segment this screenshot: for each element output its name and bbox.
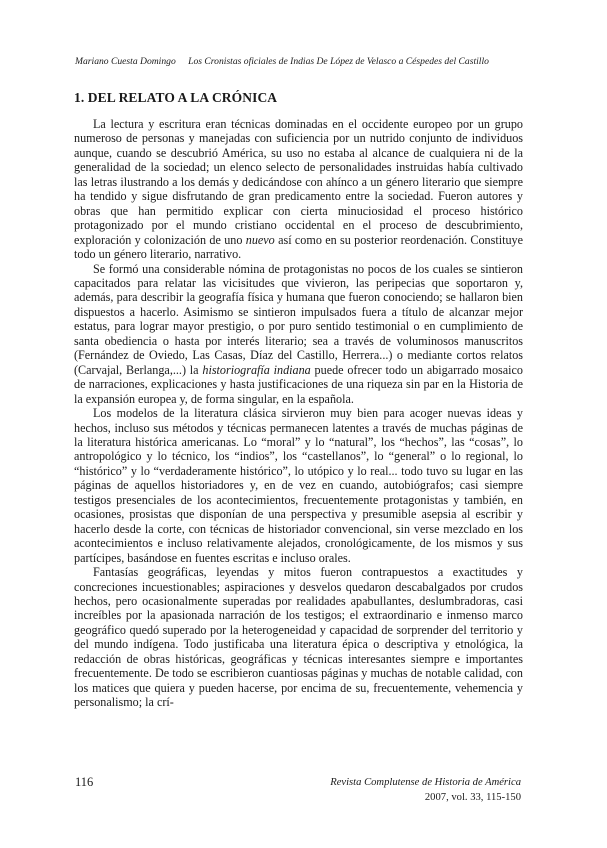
paragraph-italic-text: historiografía indiana [202, 362, 311, 377]
paragraph-text: Los modelos de la literatura clásica sirvieron muy bien para acoger nuevas ideas y hechos, incluso sus métodos y técnicas permanecen latentes a través de muchas páginas de la literatura histórica americanas. Lo “moral” y lo “natural”, los “hechos”, las “cosas”, lo antropológico y lo técnico, los “indios”, los “castellanos”, lo “general” o lo regional, lo “histórico” y lo “verdaderamente histórico”, lo utópico y lo real... todo tuvo su lugar en las páginas de aquellos historiadores y, en de vez en cuando, autobiógrafos; casi siempre testigos presenciales de los acontecimientos, frecuentemente protagonistas y también, en ocasiones, prosistas que disponían de una perspectiva y presumible asepsia al escribir y hacerlo desde la corte, con técnicas de historiador convencional, sin verse mezclado en los acontecimientos e incluso relativamente alejados, cronológicamente, de los mismos y sus partícipes, basándose en fuentes escritas e incluso orales. [74, 406, 523, 565]
page-number: 116 [75, 775, 94, 789]
section-title: 1. DEL RELATO A LA CRÓNICA [74, 90, 278, 105]
paragraph [74, 117, 523, 262]
running-header [75, 56, 521, 67]
paragraph [74, 565, 523, 710]
header-title: Los Cronistas oficiales de Indias De López de Velasco a Céspedes del Castillo [188, 56, 489, 67]
journal-name: Revista Complutense de Historia de América [330, 777, 521, 788]
paragraph-text: Fantasías geográficas, leyendas y mitos fueron contrapuestos a exactitudes y concreciones incuestionables; aspiraciones y desvelos quedaron descabalgados por crudos hechos, pero ocasionalmente superadas por realidades apabullantes, deslumbradoras, casi increíbles por la apasionada narración de los testigos; el extraordinario e inmenso marco geográfico quedó superado por la heterogeneidad y capacidad de sorprender del territorio y del mundo indígena. Todo justificaba una literatura épica o descriptiva y etnológica, la redacción de obras históricas, geográficas y técnicas interesantes siempre e importantes frecuentemente. De todo se escribieron cuantiosas páginas y muchas de notable calidad, con los matices que quiera y pueden hacerse, por encima de su, frecuentemente, vehemencia y personalismo; la crí- [74, 565, 523, 710]
paragraph-text: Se formó una considerable nómina de protagonistas no pocos de los cuales se sintieron capacitados para relatar las vicisitudes que vivieron, las peripecias que soportaron y, además, para describir la geografía física y humana que fueron conociendo; se hallaron bien dispuestos a hacerlo. Asimismo se sintieron impulsados fuera a título de alcanzar mejor estatus, para lograr mayor prestigio, o por puro sentido testimonial o en cumplimiento de santa obediencia o hasta por interés literario; sea a través de voluminosos manuscritos (Fernández de Oviedo, Las Casas, Díaz del Castillo, Herrera...) o mediante cortos relatos (Carvajal, Berlanga,...) la [74, 261, 523, 377]
paragraph [74, 262, 523, 407]
header-author: Mariano Cuesta Domingo [75, 56, 176, 67]
body-text [74, 117, 523, 710]
paragraph-text: puede ofrecer todo un abigarrado mosaico de narraciones, explicaciones y hasta justificaciones de una riqueza sin par en la Historia de la expansión europea y, de forma singular, en la española. [74, 362, 523, 406]
paragraph [74, 406, 523, 565]
paragraph-italic-text: nuevo [245, 232, 275, 247]
paragraph-text: así como en su posterior reordenación. Constituye todo un género literario, narrativo. [74, 232, 523, 262]
paragraph-text: La lectura y escritura eran técnicas dominadas en el occidente europeo por un grupo numeroso de personas y manejadas con suficiencia por un nutrido conjunto de individuos aunque, cuando se descubrió América, su uso no estaba al alcance de cualquiera ni de la generalidad de la sociedad; un elenco selecto de personalidades instruidas había cultivado las letras ilustrando a los demás y dedicándose con ahínco a un género literario que siempre ha tendido y sigue disfrutando de gran predicamento entre la sociedad. Fueron autores y obras que han permitido explicar con cierta minuciosidad el proceso histórico protagonizado por el mundo cristiano occidental en el proceso de descubrimiento, exploración y colonización de uno [74, 117, 523, 247]
journal-volume: 2007, vol. 33, 115-150 [424, 792, 521, 803]
journal-citation [330, 775, 521, 805]
